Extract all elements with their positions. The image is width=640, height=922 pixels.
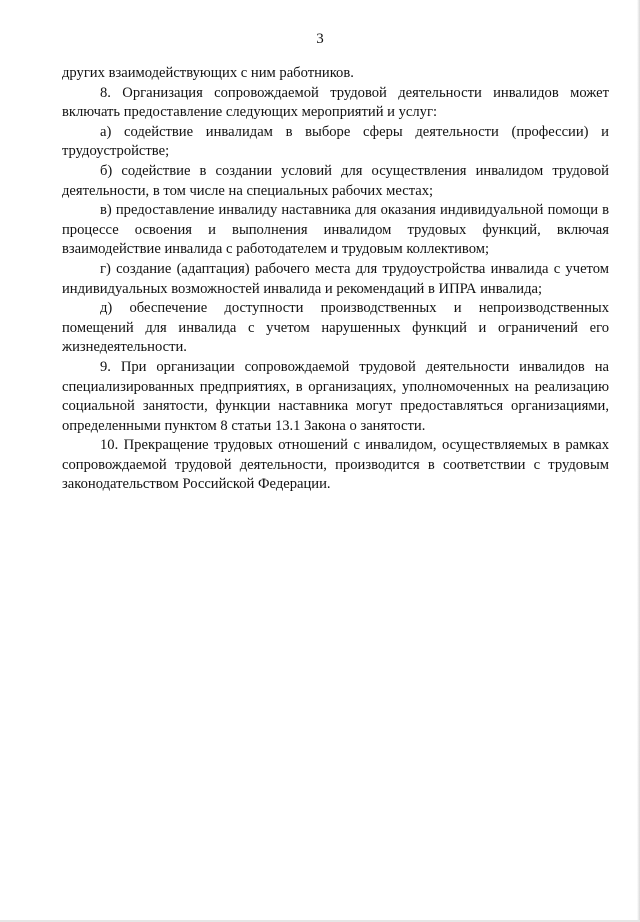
paragraph-item-10: 10. Прекращение трудовых отношений с инвалидом, осуществляемых в рамках сопровождаемой трудовой деятельности, производится в соответствии с трудовым законодательством Российской Федерации. bbox=[62, 437, 609, 493]
paragraph-subitem-d: д) обеспечение доступности производственных и непроизводственных помещений для инвалида с учетом нарушенных функций и ограничений его жизнедеятельности. bbox=[62, 300, 609, 356]
paragraph-continuation: других взаимодействующих с ним работников. bbox=[62, 65, 354, 81]
paragraph-subitem-a: а) содействие инвалидам в выборе сферы деятельности (профессии) и трудоустройстве; bbox=[62, 123, 609, 160]
paragraph-item-8: 8. Организация сопровождаемой трудовой деятельности инвалидов может включать предоставление следующих мероприятий и услуг: bbox=[62, 84, 609, 121]
paragraph-item-9: 9. При организации сопровождаемой трудовой деятельности инвалидов на специализированных предприятиях, в организациях, уполномоченных на реализацию социальной занятости, функции наставника могут предоставляться организациями, определенными пунктом 8 статьи 13.1 Закона о занятости. bbox=[62, 358, 609, 434]
paragraph-subitem-v: в) предоставление инвалиду наставника для оказания индивидуальной помощи в процессе освоения и выполнения инвалидом трудовых функций, включая взаимодействие инвалида с работодателем и трудовым коллективом; bbox=[62, 202, 609, 258]
paragraph-subitem-b: б) содействие в создании условий для осуществления инвалидом трудовой деятельности, в том числе на специальных рабочих местах; bbox=[62, 162, 609, 199]
paragraph-subitem-g: г) создание (адаптация) рабочего места для трудоустройства инвалида с учетом индивидуальных возможностей инвалида и рекомендаций в ИПРА инвалида; bbox=[62, 260, 609, 297]
page-number: 3 bbox=[316, 31, 324, 47]
document-body bbox=[62, 64, 609, 495]
